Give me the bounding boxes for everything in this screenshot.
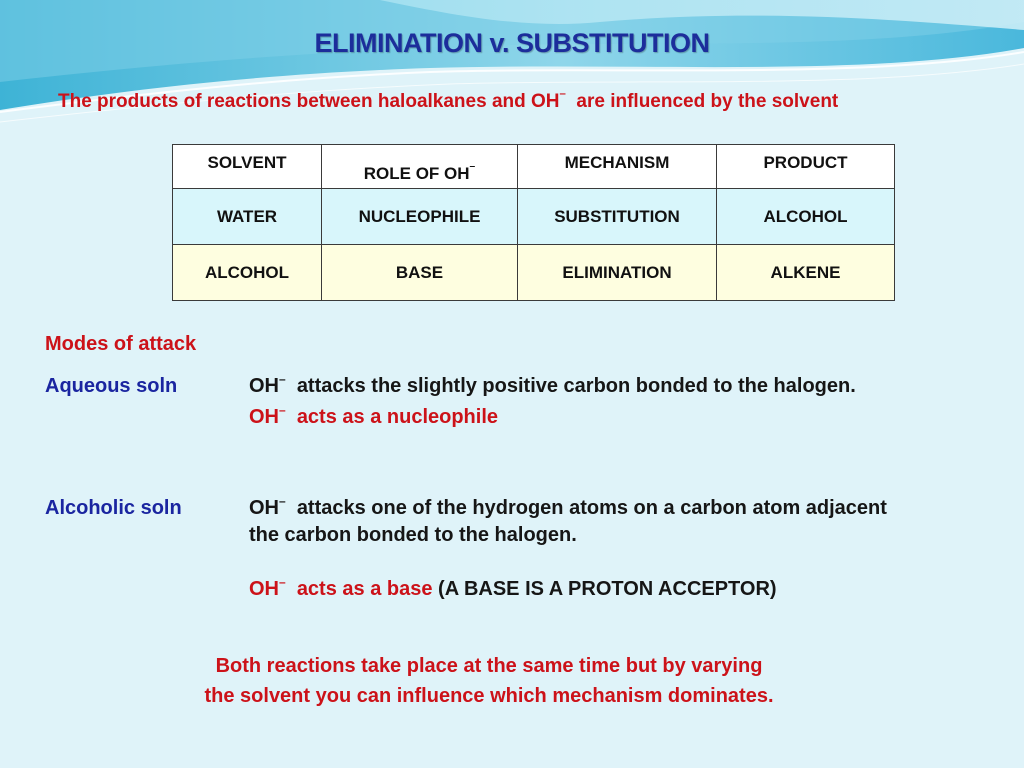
oh-superscript: – <box>279 575 286 590</box>
alcoholic-label: Alcoholic soln <box>45 497 182 519</box>
slide-title: ELIMINATION v. SUBSTITUTION <box>314 28 710 58</box>
alcoholic-line-2: the carbon bonded to the halogen. <box>249 524 577 546</box>
solvent-table <box>172 144 895 301</box>
table-cell: ELIMINATION <box>518 245 717 301</box>
base-definition: (A BASE IS A PROTON ACCEPTOR) <box>438 578 777 600</box>
table-cell: SUBSTITUTION <box>518 189 717 245</box>
alcoholic-role: acts as a base <box>296 578 433 600</box>
subtitle-text-start: The products of reactions between haloalkanes and OH <box>58 91 560 112</box>
aqueous-role: acts as a nucleophile <box>296 406 499 428</box>
table-cell: BASE <box>322 245 518 301</box>
header-cell-mechanism: MECHANISM <box>518 145 717 189</box>
aqueous-label: Aqueous soln <box>45 375 178 397</box>
oh-text: OH <box>249 375 279 397</box>
alcoholic-line-3 <box>249 575 777 601</box>
alcoholic-line-1 <box>249 494 887 520</box>
aqueous-description: attacks the slightly positive carbon bonded to the halogen. <box>296 375 856 397</box>
table-header-row <box>173 145 895 189</box>
table-cell: NUCLEOPHILE <box>322 189 518 245</box>
header-role-text: ROLE OF OH <box>363 164 470 183</box>
alcoholic-description: attacks one of the hydrogen atoms on a carbon atom adjacent <box>296 497 887 519</box>
slide-subtitle <box>58 88 1018 113</box>
conclusion-line-2: the solvent you can influence which mechanism dominates. <box>204 685 774 707</box>
table-cell: ALCOHOL <box>717 189 895 245</box>
modes-heading: Modes of attack <box>45 333 197 355</box>
oh-text: OH <box>249 406 279 428</box>
conclusion-line-1: Both reactions take place at the same time but by varying <box>215 655 763 677</box>
header-role-superscript: – <box>469 161 476 173</box>
table-row-alcohol <box>173 245 895 301</box>
subtitle-superscript: – <box>559 88 566 101</box>
wave-decoration <box>0 0 1024 140</box>
header-cell-solvent: SOLVENT <box>173 145 322 189</box>
oh-text: OH <box>249 497 279 519</box>
oh-superscript: – <box>279 372 286 387</box>
oh-superscript: – <box>279 494 286 509</box>
header-cell-role <box>322 145 518 189</box>
header-cell-product: PRODUCT <box>717 145 895 189</box>
oh-superscript: – <box>279 403 286 418</box>
subtitle-text-end: are influenced by the solvent <box>576 91 839 112</box>
table-cell: ALKENE <box>717 245 895 301</box>
oh-text: OH <box>249 578 279 600</box>
table-cell: ALCOHOL <box>173 245 322 301</box>
table-cell: WATER <box>173 189 322 245</box>
aqueous-line-1 <box>249 372 856 398</box>
table-row-water <box>173 189 895 245</box>
aqueous-line-2 <box>249 403 499 429</box>
